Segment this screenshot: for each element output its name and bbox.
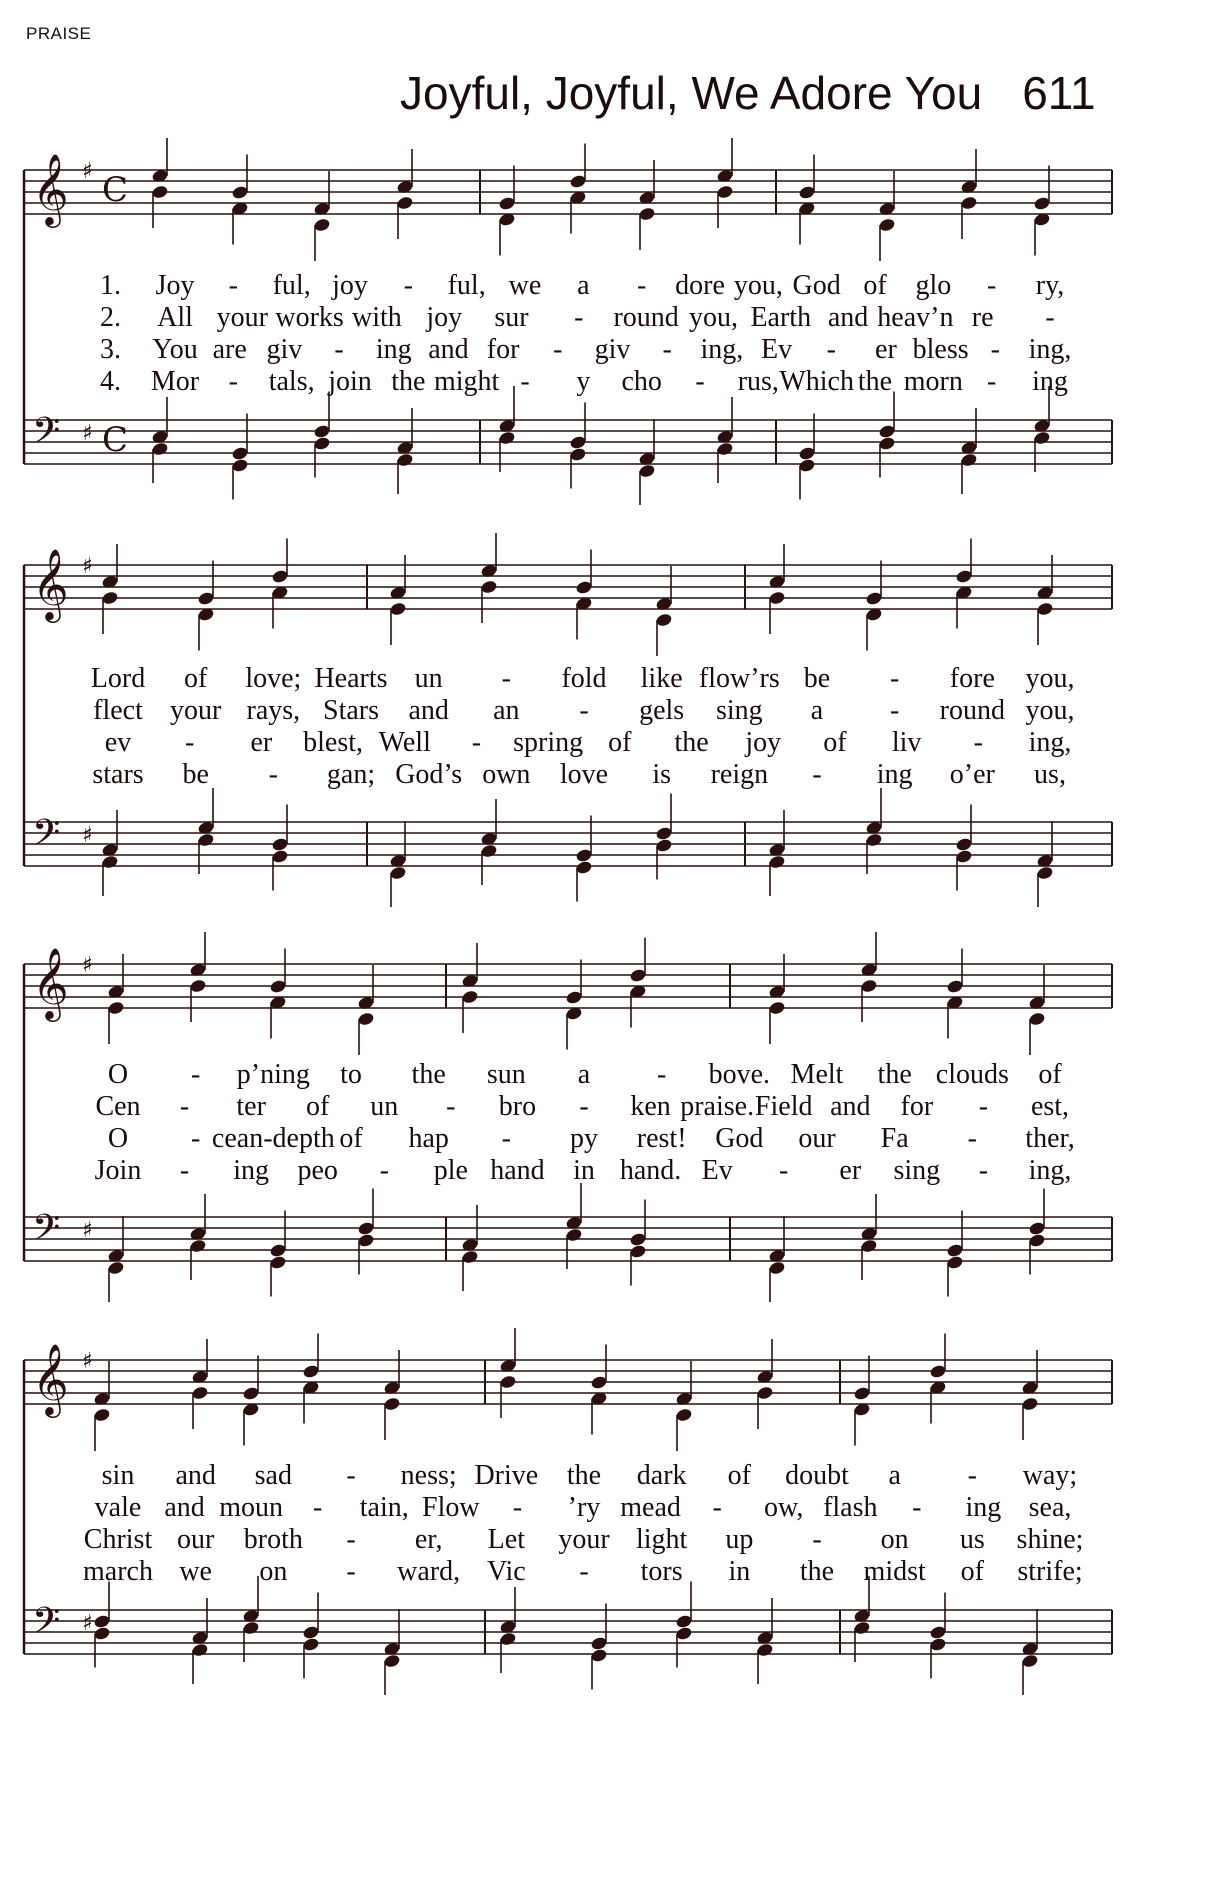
lyric-syllable: we	[508, 270, 542, 301]
lyric-hyphen: -	[471, 727, 482, 758]
lyric-syllable: flow’rs	[698, 663, 780, 694]
lyric-syllable: you,	[1025, 695, 1075, 726]
lyric-syllable: fore	[949, 663, 995, 694]
lyric-hyphen: -	[579, 1091, 589, 1122]
hymn-number: 611	[1022, 67, 1096, 119]
lyric-hyphen: -	[967, 1123, 977, 1154]
lyric-syllable: for	[486, 334, 520, 365]
note	[191, 1339, 209, 1429]
bass-clef-icon: 𝄢	[32, 812, 61, 863]
lyric-hyphen: -	[346, 1460, 356, 1491]
lyric-syllable: ther,	[1025, 1123, 1075, 1154]
treble-clef-icon: 𝄞	[32, 152, 69, 225]
section-label: PRAISE	[26, 24, 92, 43]
lyric-syllable: ry,	[1035, 270, 1065, 301]
lyric-syllable: Earth	[750, 302, 812, 333]
lyric-syllable: the	[877, 1059, 912, 1090]
lyric-hyphen: -	[228, 366, 238, 397]
lyric-syllable: on	[259, 1556, 288, 1587]
note	[853, 1576, 871, 1662]
lyric-syllable: rays,	[246, 695, 301, 726]
lyric-syllable: O	[107, 1123, 129, 1154]
lyric-syllable: in	[573, 1155, 595, 1186]
lyric-syllable: shine;	[1016, 1524, 1084, 1555]
lyric-syllable: ful,	[447, 270, 486, 301]
lyric-hyphen: -	[334, 334, 344, 365]
lyric-syllable: ing	[375, 334, 412, 365]
key-signature-sharp-icon: ♯	[82, 1218, 93, 1243]
bass-clef-icon: 𝄢	[32, 410, 61, 461]
lyric-syllable: ness;	[400, 1460, 457, 1491]
lyric-hyphen: -	[379, 1155, 389, 1186]
lyric-syllable: doubt	[785, 1460, 849, 1491]
lyric-hyphen: -	[656, 1059, 667, 1090]
lyric-syllable: glo	[915, 270, 952, 301]
lyric-syllable: Fa	[880, 1123, 909, 1154]
lyric-syllable: ter	[236, 1091, 266, 1122]
lyric-syllable: our	[176, 1524, 215, 1555]
note	[1021, 1609, 1039, 1695]
lyric-syllable: Hearts	[314, 663, 388, 694]
lyric-syllable: be	[182, 759, 209, 790]
lyric-syllable: moun	[219, 1492, 284, 1523]
lyric-syllable: sur	[494, 302, 529, 333]
lyric-syllable: bro	[498, 1091, 537, 1122]
lyric-hyphen: -	[446, 1091, 456, 1122]
lyric-syllable: the	[411, 1059, 446, 1090]
lyric-syllable: and	[827, 302, 869, 333]
lyric-syllable: p’ning	[236, 1059, 310, 1090]
lyric-hyphen: -	[1045, 302, 1055, 333]
lyric-syllable: to	[340, 1059, 362, 1090]
key-signature-sharp-icon: ♯	[82, 554, 93, 579]
lyric-syllable: Flow	[422, 1492, 480, 1523]
lyric-syllable: un	[370, 1091, 399, 1122]
lyric-syllable: sad	[254, 1460, 292, 1491]
lyric-syllable: er	[839, 1155, 862, 1186]
lyric-syllable: love	[559, 759, 609, 790]
lyric-hyphen: -	[695, 366, 705, 397]
lyric-syllable: er	[875, 334, 897, 365]
lyric-hyphen: -	[889, 663, 900, 694]
lyric-syllable: mead	[620, 1492, 681, 1523]
lyric-syllable: ward,	[397, 1556, 461, 1587]
lyric-syllable: and	[164, 1492, 205, 1523]
lyric-syllable: Well	[378, 727, 431, 758]
bass-staff	[24, 1576, 1112, 1695]
note	[929, 1593, 947, 1679]
lyric-syllable: gan;	[326, 759, 376, 790]
lyric-hyphen: -	[501, 1123, 511, 1154]
lyric-syllable: tors	[640, 1556, 683, 1587]
lyric-syllable: up	[725, 1524, 754, 1555]
lyric-syllable: ken	[630, 1091, 671, 1122]
lyric-syllable: for	[900, 1091, 934, 1122]
lyric-syllable: a	[577, 270, 590, 301]
lyric-hyphen: -	[978, 1091, 989, 1122]
lyric-syllable: with	[352, 302, 402, 333]
treble-staff	[24, 1328, 1112, 1451]
lyric-syllable: ing	[233, 1155, 270, 1186]
key-signature-sharp-icon: ♯	[82, 823, 93, 848]
lyric-syllable: the	[391, 366, 426, 397]
lyric-hyphen: -	[228, 270, 238, 301]
lyric-syllable: and	[408, 695, 449, 726]
lyric-hyphen: -	[978, 1155, 989, 1186]
lyric-syllable: on	[880, 1524, 909, 1555]
verse-number: 3.	[100, 334, 121, 365]
lyric-syllable: re	[971, 302, 994, 333]
lyric-syllable: ing,	[1028, 727, 1072, 758]
lyric-syllable: cean-depth	[211, 1123, 335, 1154]
key-signature-sharp-icon: ♯	[82, 1611, 93, 1636]
lyric-line-verse-1	[0, 1460, 1225, 1492]
verse-number: 1.	[100, 270, 121, 301]
treble-clef-icon: 𝄞	[32, 1342, 69, 1415]
lyric-syllable: un	[414, 663, 443, 694]
lyric-syllable: God	[715, 1123, 764, 1154]
note	[756, 1598, 774, 1684]
lyric-syllable: Stars	[323, 695, 379, 726]
lyric-hyphen: -	[313, 1492, 323, 1523]
lyric-hyphen: -	[986, 270, 997, 301]
lyric-syllable: peo	[297, 1155, 338, 1186]
lyric-syllable: the	[566, 1460, 602, 1491]
lyric-syllable: Ev	[761, 334, 793, 365]
note	[302, 1593, 320, 1679]
lyric-syllable: You	[152, 334, 198, 365]
lyric-hyphen: -	[889, 695, 900, 726]
lyric-hyphen: -	[403, 270, 413, 301]
lyric-hyphen: -	[967, 1460, 977, 1491]
lyric-syllable: giv	[266, 334, 303, 365]
lyric-syllable: sing	[893, 1155, 941, 1186]
lyric-hyphen: -	[179, 1155, 190, 1186]
lyric-syllable: flect	[93, 695, 143, 726]
lyric-syllable: march	[83, 1556, 153, 1587]
note	[383, 1609, 401, 1695]
lyric-syllable: blest,	[303, 727, 364, 758]
lyric-syllable: of	[863, 270, 887, 301]
lyric-syllable: sea,	[1028, 1492, 1072, 1523]
lyric-syllable: bove.	[708, 1059, 771, 1090]
lyric-syllable: Christ	[83, 1524, 153, 1555]
hymn-title-text: Joyful, Joyful, We Adore You	[400, 67, 983, 119]
lyric-syllable: est,	[1030, 1091, 1070, 1122]
lyric-syllable: giv	[594, 334, 631, 365]
lyric-syllable: of	[727, 1460, 751, 1491]
lyric-hyphen: -	[346, 1524, 356, 1555]
lyric-syllable: our	[798, 1123, 836, 1154]
note	[853, 1356, 871, 1446]
lyric-syllable: ing,	[1028, 334, 1072, 365]
bass-clef-icon: 𝄢	[32, 1207, 61, 1258]
key-signature-sharp-icon: ♯	[82, 159, 93, 184]
lyric-syllable: own	[482, 759, 531, 790]
lyric-syllable: ing	[876, 759, 913, 790]
lyric-syllable: ing,	[1028, 1155, 1072, 1186]
key-signature-sharp-icon: ♯	[82, 953, 93, 978]
lyric-syllable: Join	[94, 1155, 142, 1186]
note	[191, 1598, 209, 1684]
lyric-syllable: ful,	[272, 270, 311, 301]
lyric-syllable: py	[570, 1123, 598, 1154]
lyric-hyphen: -	[579, 1556, 589, 1587]
lyric-syllable: Joy	[155, 270, 195, 301]
lyric-syllable: All	[157, 302, 193, 333]
lyric-hyphen: -	[986, 366, 997, 397]
lyric-syllable: tain,	[359, 1492, 409, 1523]
lyric-syllable: an	[493, 695, 520, 726]
verse-number: 4.	[100, 366, 121, 397]
lyric-syllable: er	[250, 727, 273, 758]
lyric-hyphen: -	[520, 366, 530, 397]
lyric-syllable: we	[179, 1556, 212, 1587]
lyric-hyphen: -	[636, 270, 647, 301]
lyric-syllable: of	[960, 1556, 984, 1587]
lyric-syllable: gels	[639, 695, 685, 726]
lyric-hyphen: -	[346, 1556, 356, 1587]
lyric-syllable: joy	[745, 727, 782, 758]
lyric-syllable: you,	[688, 302, 738, 333]
lyric-syllable: of	[183, 663, 208, 694]
lyric-syllable: dore	[675, 270, 725, 301]
lyric-hyphen: -	[826, 334, 836, 365]
lyric-hyphen: -	[812, 759, 822, 790]
note	[302, 1334, 320, 1424]
lyric-syllable: you,	[733, 270, 783, 301]
lyric-syllable: of	[1038, 1059, 1062, 1090]
lyric-syllable: Drive	[474, 1460, 539, 1491]
lyric-syllable: works	[275, 302, 344, 333]
lyric-syllable: ing	[1032, 366, 1068, 397]
lyric-syllable: round	[939, 695, 1005, 726]
lyric-syllable: Cen	[95, 1091, 141, 1122]
lyric-syllable: ev	[104, 727, 132, 758]
note	[383, 1350, 401, 1440]
lyric-syllable: round	[613, 302, 679, 333]
lyric-syllable: might	[433, 366, 500, 397]
lyric-syllable: sin	[101, 1460, 135, 1491]
lyric-syllable: clouds	[935, 1059, 1009, 1090]
lyric-syllable: midst	[863, 1556, 926, 1587]
lyric-syllable: hand.	[619, 1155, 682, 1186]
lyric-syllable: rest!	[636, 1123, 687, 1154]
note	[242, 1576, 260, 1662]
lyric-syllable: ing	[965, 1492, 1002, 1523]
lyric-syllable: be	[803, 663, 831, 694]
lyric-syllable: joy	[332, 270, 368, 301]
lyric-syllable: ow,	[764, 1492, 804, 1523]
lyric-syllable: your	[558, 1524, 610, 1555]
lyric-hyphen: -	[185, 727, 195, 758]
lyric-syllable: cho	[621, 366, 662, 397]
lyric-syllable: is	[652, 759, 671, 790]
lyric-syllable: like	[640, 663, 683, 694]
lyric-syllable: ing,	[700, 334, 744, 365]
bass-clef-icon: 𝄢	[32, 1600, 61, 1651]
lyric-hyphen: -	[179, 1091, 190, 1122]
lyric-syllable: vale	[94, 1492, 142, 1523]
lyric-line-verse-4	[0, 1556, 1225, 1588]
lyric-syllable: and	[830, 1091, 871, 1122]
lyric-hyphen: -	[512, 1492, 523, 1523]
lyric-syllable: flash	[823, 1492, 878, 1523]
lyric-syllable: God	[792, 270, 841, 301]
note	[242, 1356, 260, 1446]
lyric-syllable: a	[888, 1460, 901, 1491]
lyric-hyphen: -	[190, 1123, 201, 1154]
lyric-syllable: and	[428, 334, 469, 365]
lyric-syllable: reign	[710, 759, 769, 790]
lyric-syllable: the	[799, 1556, 835, 1587]
lyric-syllable: spring	[513, 727, 584, 758]
lyric-syllable: liv	[891, 727, 922, 758]
lyric-syllable: the	[674, 727, 709, 758]
lyric-syllable: and	[175, 1460, 216, 1491]
lyric-hyphen: -	[268, 759, 278, 790]
lyric-syllable: way;	[1022, 1460, 1078, 1491]
lyric-syllable: Let	[487, 1524, 525, 1555]
lyric-syllable: ple	[433, 1155, 468, 1186]
lyric-hyphen: -	[712, 1492, 722, 1523]
lyric-hyphen: -	[574, 302, 584, 333]
lyric-syllable: hand	[490, 1155, 545, 1186]
note	[929, 1334, 947, 1424]
lyric-syllable: y	[576, 366, 591, 397]
lyric-syllable: Vic	[486, 1556, 526, 1587]
note	[590, 1604, 608, 1690]
lyric-syllable: Lord	[90, 663, 146, 694]
lyric-syllable: your	[169, 695, 222, 726]
lyric-syllable: us,	[1034, 759, 1066, 790]
lyric-hyphen: -	[501, 663, 511, 694]
lyric-syllable: love;	[245, 663, 302, 694]
note	[499, 1587, 517, 1673]
lyric-syllable: Which	[779, 366, 854, 397]
lyric-syllable: fold	[561, 663, 607, 694]
lyric-line-verse-2	[0, 1492, 1225, 1524]
lyric-syllable: O	[107, 1059, 129, 1090]
lyric-syllable: broth	[243, 1524, 303, 1555]
lyric-syllable: God’s	[395, 759, 463, 790]
lyric-syllable: of	[823, 727, 847, 758]
lyric-syllable: heav’n	[877, 302, 954, 333]
lyric-syllable: Ev	[701, 1155, 733, 1186]
key-signature-sharp-icon: ♯	[82, 421, 93, 446]
lyric-syllable: stars	[92, 759, 144, 790]
lyric-syllable: er,	[414, 1524, 443, 1555]
lyric-hyphen: -	[553, 334, 563, 365]
lyric-syllable: of	[339, 1123, 363, 1154]
lyric-syllable: o’er	[949, 759, 995, 790]
lyric-syllable: rus,	[737, 366, 779, 397]
lyric-syllable: Melt	[790, 1059, 844, 1090]
lyric-hyphen: -	[912, 1492, 922, 1523]
lyric-hyphen: -	[990, 334, 1000, 365]
treble-clef-icon: 𝄞	[32, 946, 69, 1019]
note	[675, 1361, 693, 1451]
lyric-syllable: a	[577, 1059, 591, 1090]
lyric-hyphen: -	[662, 334, 672, 365]
lyric-line-verse-3	[0, 1524, 1225, 1556]
lyric-syllable: morn	[903, 366, 963, 397]
lyric-syllable: light	[635, 1524, 688, 1555]
note	[1021, 1350, 1039, 1440]
lyric-syllable: hap	[408, 1123, 449, 1154]
lyric-syllable: are	[212, 334, 247, 365]
lyric-syllable: of	[306, 1091, 330, 1122]
key-signature-sharp-icon: ♯	[82, 1349, 93, 1374]
treble-clef-icon: 𝄞	[32, 547, 69, 620]
lyric-syllable: sun	[486, 1059, 526, 1090]
lyric-syllable: bless	[912, 334, 969, 365]
lyric-syllable: of	[608, 727, 632, 758]
lyric-hyphen: -	[779, 1155, 789, 1186]
lyric-hyphen: -	[579, 695, 589, 726]
note	[93, 1361, 111, 1451]
lyric-hyphen: -	[812, 1524, 822, 1555]
lyric-syllable: the	[857, 366, 893, 397]
lyric-syllable: Mor	[150, 366, 200, 397]
lyric-syllable: joy	[426, 302, 463, 333]
common-time-icon: C	[102, 420, 129, 460]
lyric-syllable: sing	[715, 695, 763, 726]
lyric-syllable: us	[959, 1524, 985, 1555]
note	[756, 1339, 774, 1429]
note	[590, 1345, 608, 1435]
lyric-syllable: a	[810, 695, 824, 726]
lyric-syllable: strife;	[1017, 1556, 1083, 1587]
common-time-icon: C	[102, 170, 129, 210]
lyric-syllable: praise.	[680, 1091, 755, 1122]
lyric-hyphen: -	[973, 727, 983, 758]
lyric-syllable: your	[216, 302, 268, 333]
verse-number: 2.	[100, 302, 121, 333]
lyric-syllable: you,	[1025, 663, 1075, 694]
lyric-hyphen: -	[190, 1059, 201, 1090]
lyric-syllable: join	[328, 366, 372, 397]
lyric-syllable: ’ry	[567, 1492, 601, 1523]
lyric-syllable: dark	[636, 1460, 687, 1491]
lyric-syllable: in	[728, 1556, 751, 1587]
lyric-syllable: tals,	[268, 366, 315, 397]
lyric-syllable: Field	[754, 1091, 813, 1122]
